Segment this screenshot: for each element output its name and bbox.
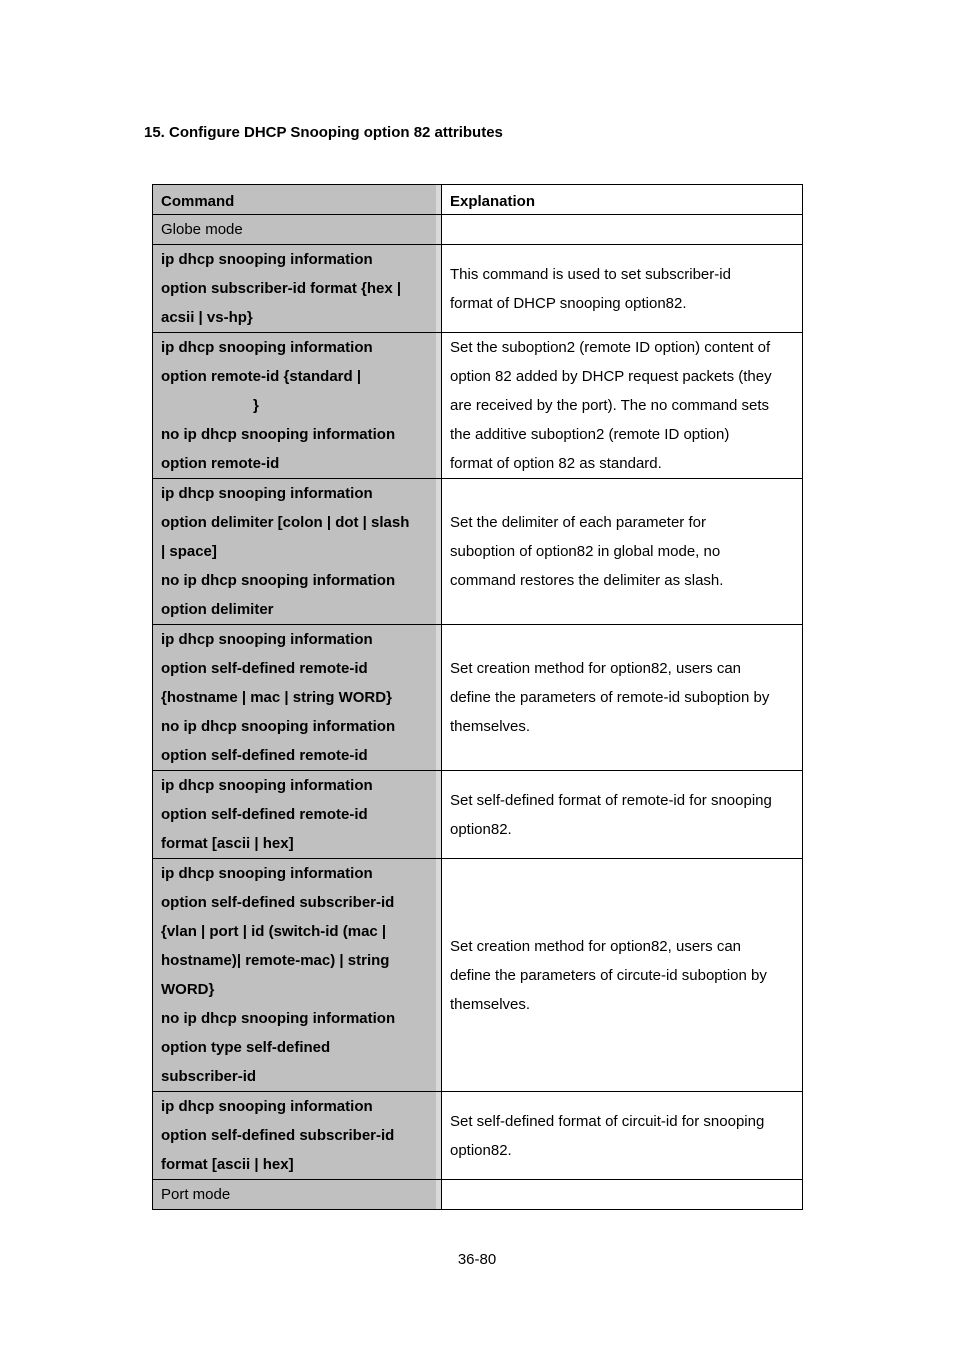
command-line: subscriber-id — [161, 1068, 257, 1085]
explanation-line: themselves. — [450, 718, 531, 735]
explanation-line: This command is used to set subscriber-id — [450, 265, 731, 283]
header-explanation: Explanation — [450, 193, 536, 210]
command-line: ip dhcp snooping information — [161, 865, 373, 882]
command-table — [152, 184, 803, 1210]
table-header-row — [153, 185, 803, 215]
command-line: ip dhcp snooping information — [161, 485, 373, 502]
table-row — [153, 771, 803, 859]
command-line: hostname)| remote-mac) | string — [161, 952, 390, 969]
table-row — [153, 1092, 803, 1180]
explanation-line: option82. — [450, 1141, 512, 1159]
explanation-line: command restores the delimiter as slash. — [450, 572, 724, 589]
command-line: } — [253, 397, 259, 414]
table-row — [153, 479, 803, 625]
command-cell — [153, 625, 442, 771]
explanation-line: Set creation method for option82, users can — [450, 937, 742, 955]
command-line: acsii | vs-hp} — [161, 309, 253, 326]
empty-cell — [442, 215, 803, 245]
explanation-line: themselves. — [450, 995, 531, 1013]
command-cell — [153, 479, 442, 625]
explanation-cell — [442, 479, 803, 625]
table-row — [153, 333, 803, 479]
port-mode-label: Port mode — [161, 1186, 231, 1203]
command-line: option self-defined subscriber-id — [161, 1127, 395, 1144]
explanation-cell — [442, 1092, 803, 1180]
table-row — [153, 625, 803, 771]
table-row — [153, 245, 803, 333]
header-command-cell — [153, 185, 442, 215]
explanation-line: Set the suboption2 (remote ID option) content of — [450, 339, 771, 356]
explanation-line: Set self-defined format of circuit-id for snooping — [450, 1112, 765, 1130]
command-line: option self-defined subscriber-id — [161, 894, 395, 911]
command-cell — [153, 771, 442, 859]
command-line: {hostname | mac | string WORD} — [161, 689, 392, 706]
header-explanation-cell — [442, 185, 803, 215]
explanation-cell — [442, 859, 803, 1092]
explanation-line: option82. — [450, 820, 512, 838]
command-line: {vlan | port | id (switch-id (mac | — [161, 923, 387, 940]
command-line: ip dhcp snooping information — [161, 631, 373, 648]
command-line: option delimiter — [161, 601, 274, 618]
explanation-line: suboption of option82 in global mode, no — [450, 543, 721, 560]
command-line: format [ascii | hex] — [161, 1156, 294, 1173]
command-line: ip dhcp snooping information — [161, 777, 373, 794]
command-line: option delimiter [colon | dot | slash — [161, 514, 410, 531]
explanation-line: define the parameters of circute-id suboption by — [450, 966, 767, 984]
command-line: format [ascii | hex] — [161, 835, 294, 852]
command-line: | space] — [161, 543, 217, 560]
empty-cell — [442, 1180, 803, 1210]
explanation-line: option 82 added by DHCP request packets (they — [450, 368, 772, 385]
command-line: option type self-defined — [161, 1039, 331, 1056]
command-cell — [153, 1092, 442, 1180]
command-line: option subscriber-id format {hex | — [161, 280, 402, 297]
mode-row-port — [153, 1180, 803, 1210]
explanation-cell — [442, 333, 803, 479]
command-line: option self-defined remote-id — [161, 806, 368, 823]
command-cell — [153, 245, 442, 333]
section-heading: 15. Configure DHCP Snooping option 82 attributes — [144, 124, 503, 141]
explanation-cell — [442, 625, 803, 771]
mode-row-globe — [153, 215, 803, 245]
command-cell — [153, 333, 442, 479]
command-line: option remote-id {standard | — [161, 368, 362, 385]
explanation-cell — [442, 245, 803, 333]
command-line: no ip dhcp snooping information — [161, 1010, 396, 1027]
command-cell — [153, 859, 442, 1092]
explanation-line: Set creation method for option82, users can — [450, 660, 742, 677]
explanation-line: define the parameters of remote-id suboption by — [450, 689, 770, 706]
command-line: option remote-id — [161, 455, 280, 472]
command-line: no ip dhcp snooping information — [161, 572, 396, 589]
command-line: ip dhcp snooping information — [161, 339, 373, 356]
explanation-line: Set self-defined format of remote-id for snooping — [450, 791, 772, 809]
explanation-line: the additive suboption2 (remote ID option) — [450, 426, 730, 443]
globe-mode-label: Globe mode — [161, 221, 243, 238]
explanation-line: format of option 82 as standard. — [450, 455, 662, 472]
page-number: 36-80 — [457, 1251, 497, 1268]
command-line: option self-defined remote-id — [161, 660, 368, 677]
table-row — [153, 859, 803, 1092]
header-command: Command — [161, 193, 235, 210]
command-line: no ip dhcp snooping information — [161, 426, 396, 443]
command-line: WORD} — [161, 981, 215, 998]
explanation-line: Set the delimiter of each parameter for — [450, 514, 706, 531]
command-line: option self-defined remote-id — [161, 747, 368, 764]
explanation-cell — [442, 771, 803, 859]
mode-cell — [153, 215, 442, 245]
explanation-line: format of DHCP snooping option82. — [450, 294, 687, 312]
command-line: no ip dhcp snooping information — [161, 718, 396, 735]
explanation-line: are received by the port). The no command sets — [450, 397, 770, 414]
command-line: ip dhcp snooping information — [161, 251, 373, 268]
mode-cell — [153, 1180, 442, 1210]
command-line: ip dhcp snooping information — [161, 1098, 373, 1115]
